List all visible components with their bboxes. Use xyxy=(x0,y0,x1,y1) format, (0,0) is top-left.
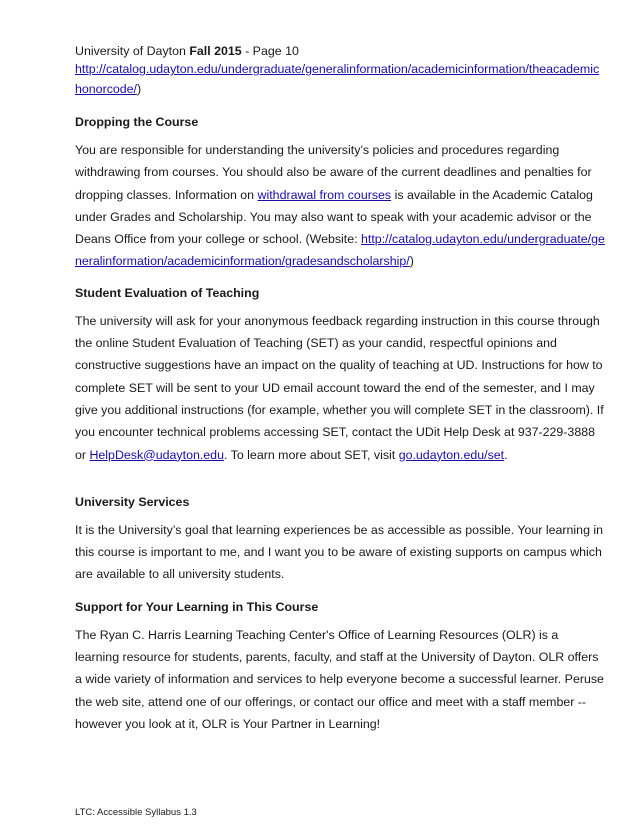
honor-code-link[interactable]: http://catalog.udayton.edu/undergraduate/generalinformation/academicinformation/theacademichonorcode/ xyxy=(75,62,600,96)
support-heading: Support for Your Learning in This Course xyxy=(75,599,319,614)
evaluation-heading: Student Evaluation of Teaching xyxy=(75,285,260,300)
helpdesk-email-link[interactable]: HelpDesk@udayton.edu xyxy=(89,447,224,462)
header-prefix: University of Dayton xyxy=(75,44,190,58)
dropping-text-1: You are responsible for understanding the university’s policies and procedures regarding withdrawing from courses. You should also be aware of the current deadlines and penalties for dropping classes. Information on xyxy=(75,143,592,202)
evaluation-text-2: . To learn more about SET, visit xyxy=(223,447,399,462)
page-content xyxy=(75,44,605,735)
dropping-heading: Dropping the Course xyxy=(75,115,199,129)
set-link[interactable]: go.udayton.edu/set xyxy=(398,447,505,462)
evaluation-paragraph xyxy=(75,310,605,466)
services-heading: University Services xyxy=(75,494,190,509)
services-paragraph: It is the University’s goal that learning experiences be as accessible as possible. Your learning in this course is important to me, and I want you to be aware of existing supports on campus which are available to all university students. xyxy=(75,522,604,582)
withdrawal-link[interactable]: withdrawal from courses xyxy=(257,187,392,202)
dropping-url-suffix: ) xyxy=(409,254,414,269)
honor-code-url-line xyxy=(75,59,605,99)
header-term: Fall 2015 xyxy=(189,44,242,58)
dropping-text-2: is available in the Academic Catalog under Grades and Scholarship. You may also want to speak with your academic advisor or the Deans Office from your college or school. (Website: xyxy=(75,187,593,247)
evaluation-text-1: The university will ask for your anonymous feedback regarding instruction in this course through the online Student Evaluation of Teaching (SET) as your candid, respectful opinions and constructive suggestions have an impact on the quality of teaching at UD. Instructions for how to complete SET will be sent to your UD email account toward the end of the semester, and I may give you additional instructions (for example, whether you will complete SET in the classroom). If you encounter technical problems accessing SET, contact the UDit Help Desk at 937-229-3888 or xyxy=(75,313,604,462)
evaluation-text-3: . xyxy=(504,447,508,462)
support-paragraph: The Ryan C. Harris Learning Teaching Center's Office of Learning Resources (OLR) is a learning resource for students, parents, faculty, and staff at the University of Dayton. OLR offers a wide variety of information and services to help everyone become a successful learner. Peruse the web site, attend one of our offerings, or contact our office and meet with a staff member -- however you look at it, OLR is Your Partner in Learning! xyxy=(75,627,604,731)
honor-code-url-suffix: ) xyxy=(137,82,142,96)
grades-scholarship-link[interactable]: http://catalog.udayton.edu/undergraduate/generalinformation/academicinformation/gradesandscholarship/ xyxy=(75,232,605,269)
page-footer: LTC: Accessible Syllabus 1.3 xyxy=(75,807,197,818)
page-header xyxy=(75,44,605,59)
header-page-label: - Page 10 xyxy=(241,44,299,58)
dropping-paragraph xyxy=(75,139,605,273)
